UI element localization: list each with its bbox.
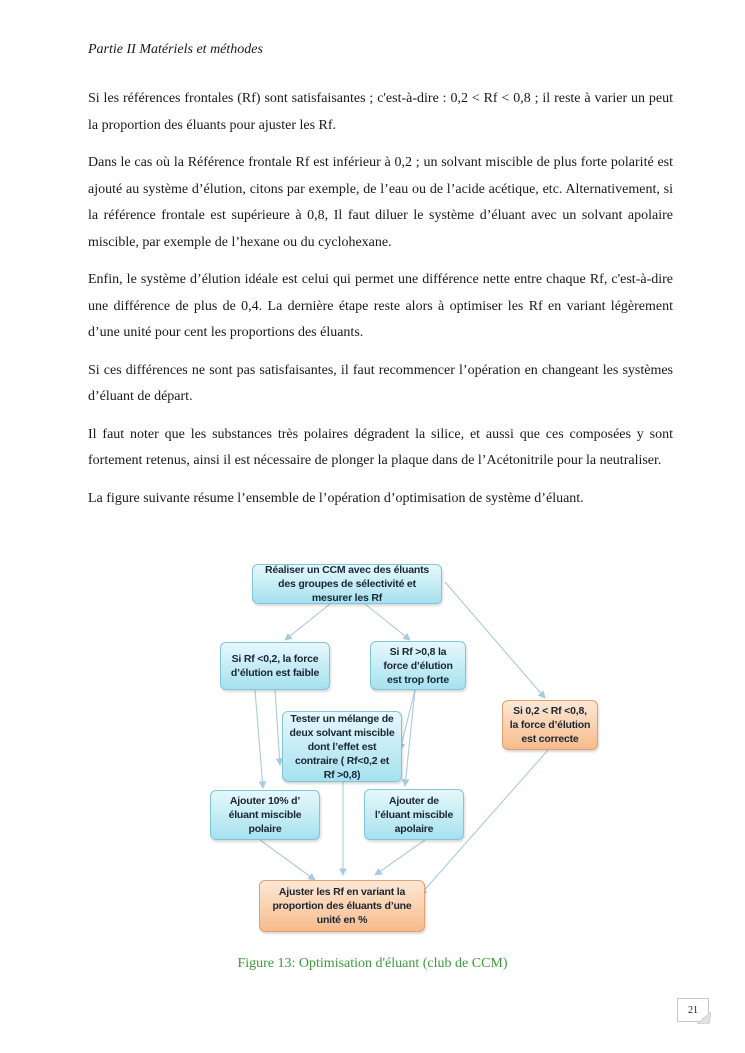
arrow-high-to-apolar — [405, 690, 415, 786]
arrow-apolar-to-adjust — [375, 840, 425, 875]
paragraph-4: Si ces différences ne sont pas satisfaisantes, il faut recommencer l’opération en changeant les systèmes d’éluant de départ. — [88, 362, 673, 404]
paragraph-6: La figure suivante résume l’ensemble de l’opération d’optimisation de système d’éluant. — [88, 490, 584, 506]
box-adjust-rf: Ajuster les Rf en variant la proportion des éluants d’une unité en % — [259, 880, 425, 932]
page-header: Partie II Matériels et méthodes — [88, 42, 263, 57]
paragraph-5: Il faut noter que les substances très polaires dégradent la silice, et aussi que ces composées y sont fortement retenus, ainsi il est nécessaire de plonger la plaque dans de l’Acétonitrile pour la neutraliser. — [88, 426, 673, 468]
paragraph-2: Dans le cas où la Référence frontale Rf est inférieur à 0,2 ; un solvant miscible de plus forte polarité est ajouté au système d’élution, citons par exemple, de l’eau ou de l’acide acétique, etc. Alternativement, si la référence frontale est supérieure à 0,8, Il faut diluer le système d’éluant avec un solvant apolaire miscible, par exemple de l’hexane ou du cyclohexane. — [88, 155, 673, 250]
box-add-polar: Ajouter 10% d’ éluant miscible polaire — [210, 790, 320, 840]
arrow-high-to-mix — [400, 690, 415, 750]
arrow-low-to-mix — [275, 690, 280, 765]
arrow-low-to-polar — [255, 690, 263, 788]
paragraph-1: Si les références frontales (Rf) sont satisfaisantes ; c'est-à-dire : 0,2 < Rf < 0,8 ; il reste à varier un peut la proportion des éluants pour ajuster les Rf. — [88, 91, 673, 133]
box-add-apolar: Ajouter de l’éluant miscible apolaire — [364, 789, 464, 840]
page-number: 21 — [677, 998, 709, 1022]
body-text — [88, 86, 673, 523]
page-curl-icon — [697, 1012, 711, 1024]
arrow-polar-to-adjust — [260, 840, 315, 880]
box-start: Réaliser un CCM avec des éluants des groupes de sélectivité et mesurer les Rf — [252, 564, 442, 604]
box-rf-correct: Si 0,2 < Rf <0,8, la force d’élution est correcte — [502, 700, 598, 750]
box-mix-solvents: Tester un mélange de deux solvant miscible dont l’effet est contraire ( Rf<0,2 et Rf >0,8) — [282, 711, 402, 782]
arrow-start-to-low — [285, 604, 330, 640]
arrow-start-to-high — [365, 604, 410, 640]
eluent-optimization-diagram — [200, 560, 605, 940]
paragraph-3: Enfin, le système d’élution idéale est celui qui permet une différence nette entre chaque Rf, c'est-à-dire une différence de plus de 0,4. La dernière étape reste alors à optimiser les Rf en variant légèrement d’une unité pour cent les proportions des éluants. — [88, 272, 673, 340]
figure-caption: Figure 13: Optimisation d'éluant (club de CCM) — [237, 956, 508, 971]
box-rf-high: Si Rf >0,8 la force d’élution est trop forte — [370, 641, 466, 690]
box-rf-low: Si Rf <0,2, la force d’élution est faible — [220, 642, 330, 690]
